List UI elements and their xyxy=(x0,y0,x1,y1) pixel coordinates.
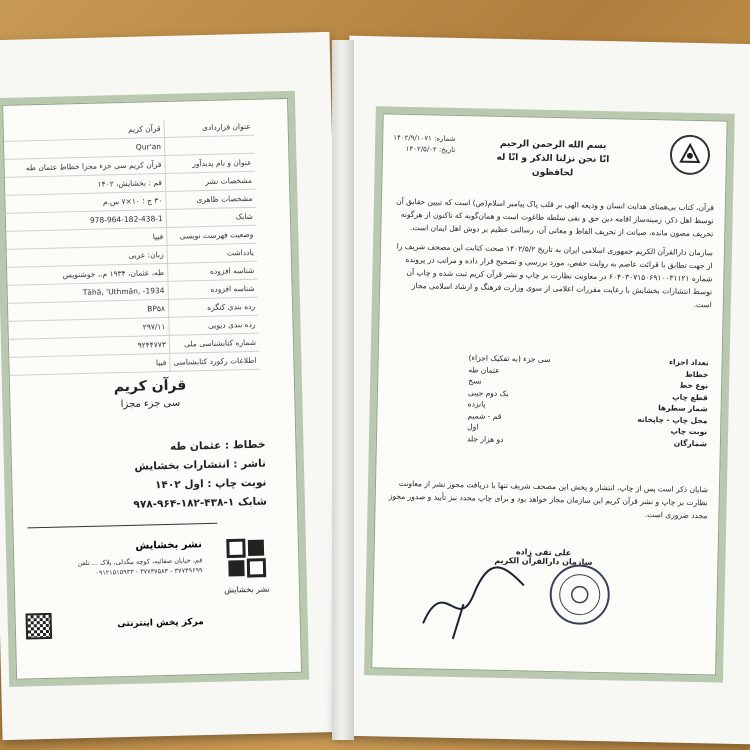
info-line: خطاط : عثمان طه xyxy=(169,438,266,453)
catalog-value: قم : بخشایش، ۱۴۰۲ xyxy=(5,173,166,195)
title-block xyxy=(70,376,231,411)
publisher-logo-icon xyxy=(214,535,280,601)
spec-key: محل چاپ - چاپخانه xyxy=(637,414,708,425)
spec-key: تعداد اجزاء xyxy=(669,357,709,368)
publisher-address: قم، خیابان صفائیه، کوچه بیگدلی، پلاک ... تلفن ۳۷۷۴۹۶۹۹ - ۳۷۷۳۷۵۸۳ - ۰۹۱۲۱۵۱۵۹۳۳ xyxy=(77,556,203,577)
catalog-table xyxy=(4,118,260,376)
body-paragraph: سازمان دارالقرآن الکریم جمهوری اسلامی ایران به تاریخ ۱۴۰۲/۵/۲ صحت کتابت این مصحف شریف را از جهت تطابق با قرائت عاصم به روایت حفص، مورد بررسی و تصحیح قرار داده و مراتب در پرونده شماره ۶۰۴۰۳۰۷۱۵۰۶۹۱۰۰۳۱۱۲۱ در معاونت نظارت بر چاپ و نشر قرآن کریم ثبت شده و چاپ آن توسط انتشارات بخشایش با رعایت مقررات اعلامی از سوی وزارت فرهنگ و ارشاد اسلامی مجاز است. xyxy=(396,241,714,310)
catalog-key: شناسه افزوده xyxy=(167,261,257,281)
certificate-body xyxy=(392,195,714,312)
catalog-key: شماره کتابشناسی ملی xyxy=(169,333,259,353)
catalog-key: اطلاعات رکورد کتابشناسی xyxy=(170,351,260,371)
signer-name: علی تقی زاده xyxy=(515,547,572,558)
catalog-value: زبان: عربی xyxy=(7,245,168,267)
spec-key: نوبت چاپ xyxy=(670,426,708,437)
body-paragraph: قرآن، کتاب بی‌همتای هدایت انسان و ودیعه الهی بر قلب پاک پیامبر اسلام(ص) است که تبیین حقایق آن توسط اهل ذکر، زمینه‌ساز اقامه دین حق و نفی سلطه طاغوت است و همان‌گونه که تاکنون از هرگونه تحریف مصون مانده، صیانت از تحریف الفاظ و معانی آن، رسالتی عظیم بر دوش اهل ایمان است. xyxy=(396,196,714,239)
spec-value: عثمان طه xyxy=(468,364,500,375)
catalog-value: طه، عثمان، ۱۹۳۴ م.، خوشنویس xyxy=(7,263,168,285)
specification-list xyxy=(467,352,709,449)
spec-key: قطع چاپ xyxy=(672,392,708,402)
divider xyxy=(27,523,217,529)
quran-verse: انّا نحن نزلنا الذکر و انّا له لحافظون xyxy=(496,152,610,179)
catalog-key: یادداشت xyxy=(167,243,257,263)
catalog-value: فیپا xyxy=(6,227,167,249)
right-page xyxy=(335,36,750,745)
official-seal-icon xyxy=(548,563,611,626)
catalog-value: قرآن کریم سی جزء مجزا خطاط عثمان طه xyxy=(4,155,165,177)
spec-key: نوع خط xyxy=(679,380,709,391)
book-spine xyxy=(332,40,354,740)
publication-info xyxy=(25,436,267,518)
catalog-key: شناسه افزوده xyxy=(168,279,258,299)
catalog-key: وضعیت فهرست نویسی xyxy=(166,225,256,245)
signer-organization: سازمان دارالقرآن الکریم xyxy=(494,555,593,567)
catalog-key: شابک xyxy=(166,207,256,227)
logo-caption: نشر بخشایش xyxy=(224,584,270,595)
catalog-value: ۹۲۴۴۷۷۳ xyxy=(9,335,170,357)
organization-emblem-icon xyxy=(670,134,711,175)
spec-key: شمار سطرها xyxy=(658,403,708,414)
signature-icon xyxy=(413,553,535,645)
left-page xyxy=(0,32,346,740)
left-page-content xyxy=(2,98,302,680)
spec-key: خطاط xyxy=(684,369,709,379)
catalog-key: مشخصات نشر xyxy=(165,171,255,191)
book-title: قرآن کریم xyxy=(113,377,187,396)
catalog-value: Tāhā, 'Uthmān, -1934 xyxy=(7,281,168,303)
catalog-key: رده بندی دیویی xyxy=(169,315,259,335)
publisher-name: نشر بخشایش xyxy=(135,539,203,552)
spec-value: سی جزء (به تفکیک اجزاء) xyxy=(468,353,551,364)
catalog-key: رده بندی کنگره xyxy=(168,297,258,317)
info-line: نوبت چاپ : اول ۱۴۰۲ xyxy=(154,476,267,492)
info-line: شابک ۱-۴۳۸-۱۸۲-۹۶۴-۹۷۸ xyxy=(133,495,268,511)
catalog-key xyxy=(164,135,254,155)
catalog-value: قرآن کریم xyxy=(4,120,165,141)
spec-value: نسخ xyxy=(468,376,482,386)
catalog-value: Qur'an xyxy=(4,137,165,159)
right-page-content xyxy=(371,113,728,675)
basmala: بسم الله الرحمن الرحیم xyxy=(499,138,607,152)
spec-value: یک دوم جیبی xyxy=(467,387,509,398)
catalog-key: عنوان و نام پدیدآور xyxy=(165,153,255,173)
qr-code xyxy=(26,613,53,640)
spec-value: اول xyxy=(467,422,479,432)
book-subtitle: سی جزء مجزا xyxy=(120,397,181,411)
spec-key: شمارگان xyxy=(673,438,708,448)
online-distribution-label: مرکز پخش اینترنتی xyxy=(117,617,204,630)
catalog-value: ۳۰ ج ؛ ۱۰×۷ س.م xyxy=(5,191,166,213)
left-page-ornamental-border xyxy=(0,91,309,687)
calligraphy-header xyxy=(482,137,623,182)
catalog-value: فیپا xyxy=(9,353,170,375)
letter-number: شماره: ۱۴۰۲/۹/۱۰۷۱ xyxy=(393,133,456,143)
info-line: ناشر : انتشارات بخشایش xyxy=(134,457,267,473)
catalog-value: ۲۹۷/۱۱ xyxy=(8,317,169,339)
catalog-key: مشخصات ظاهری xyxy=(166,189,256,209)
right-page-ornamental-border xyxy=(364,106,735,682)
closing-paragraph: شایان ذکر است پس از چاپ، انتشار و پخش این مصحف شریف تنها با دریافت مجوز نشر از معاونت نظارت بر چاپ و نشر قرآن کریم این سازمان مجاز خواهد بود و برای چاپ مجدد نیز تأیید و صدور مجوز مجدد ضروری است. xyxy=(388,478,709,521)
spec-value: پانزده xyxy=(467,399,486,409)
certificate-header xyxy=(393,127,719,179)
letter-date: تاریخ: ۱۴۰۲/۵/۰۲ xyxy=(405,144,456,154)
spec-value: دو هزار جلد xyxy=(466,433,504,444)
catalog-key: عنوان قراردادی xyxy=(164,118,254,138)
letter-meta xyxy=(393,133,456,156)
spec-value: قم - شمیم xyxy=(467,410,502,421)
catalog-value: BP۵۸ xyxy=(8,299,169,321)
catalog-value: 978-964-182-438-1 xyxy=(6,209,167,231)
